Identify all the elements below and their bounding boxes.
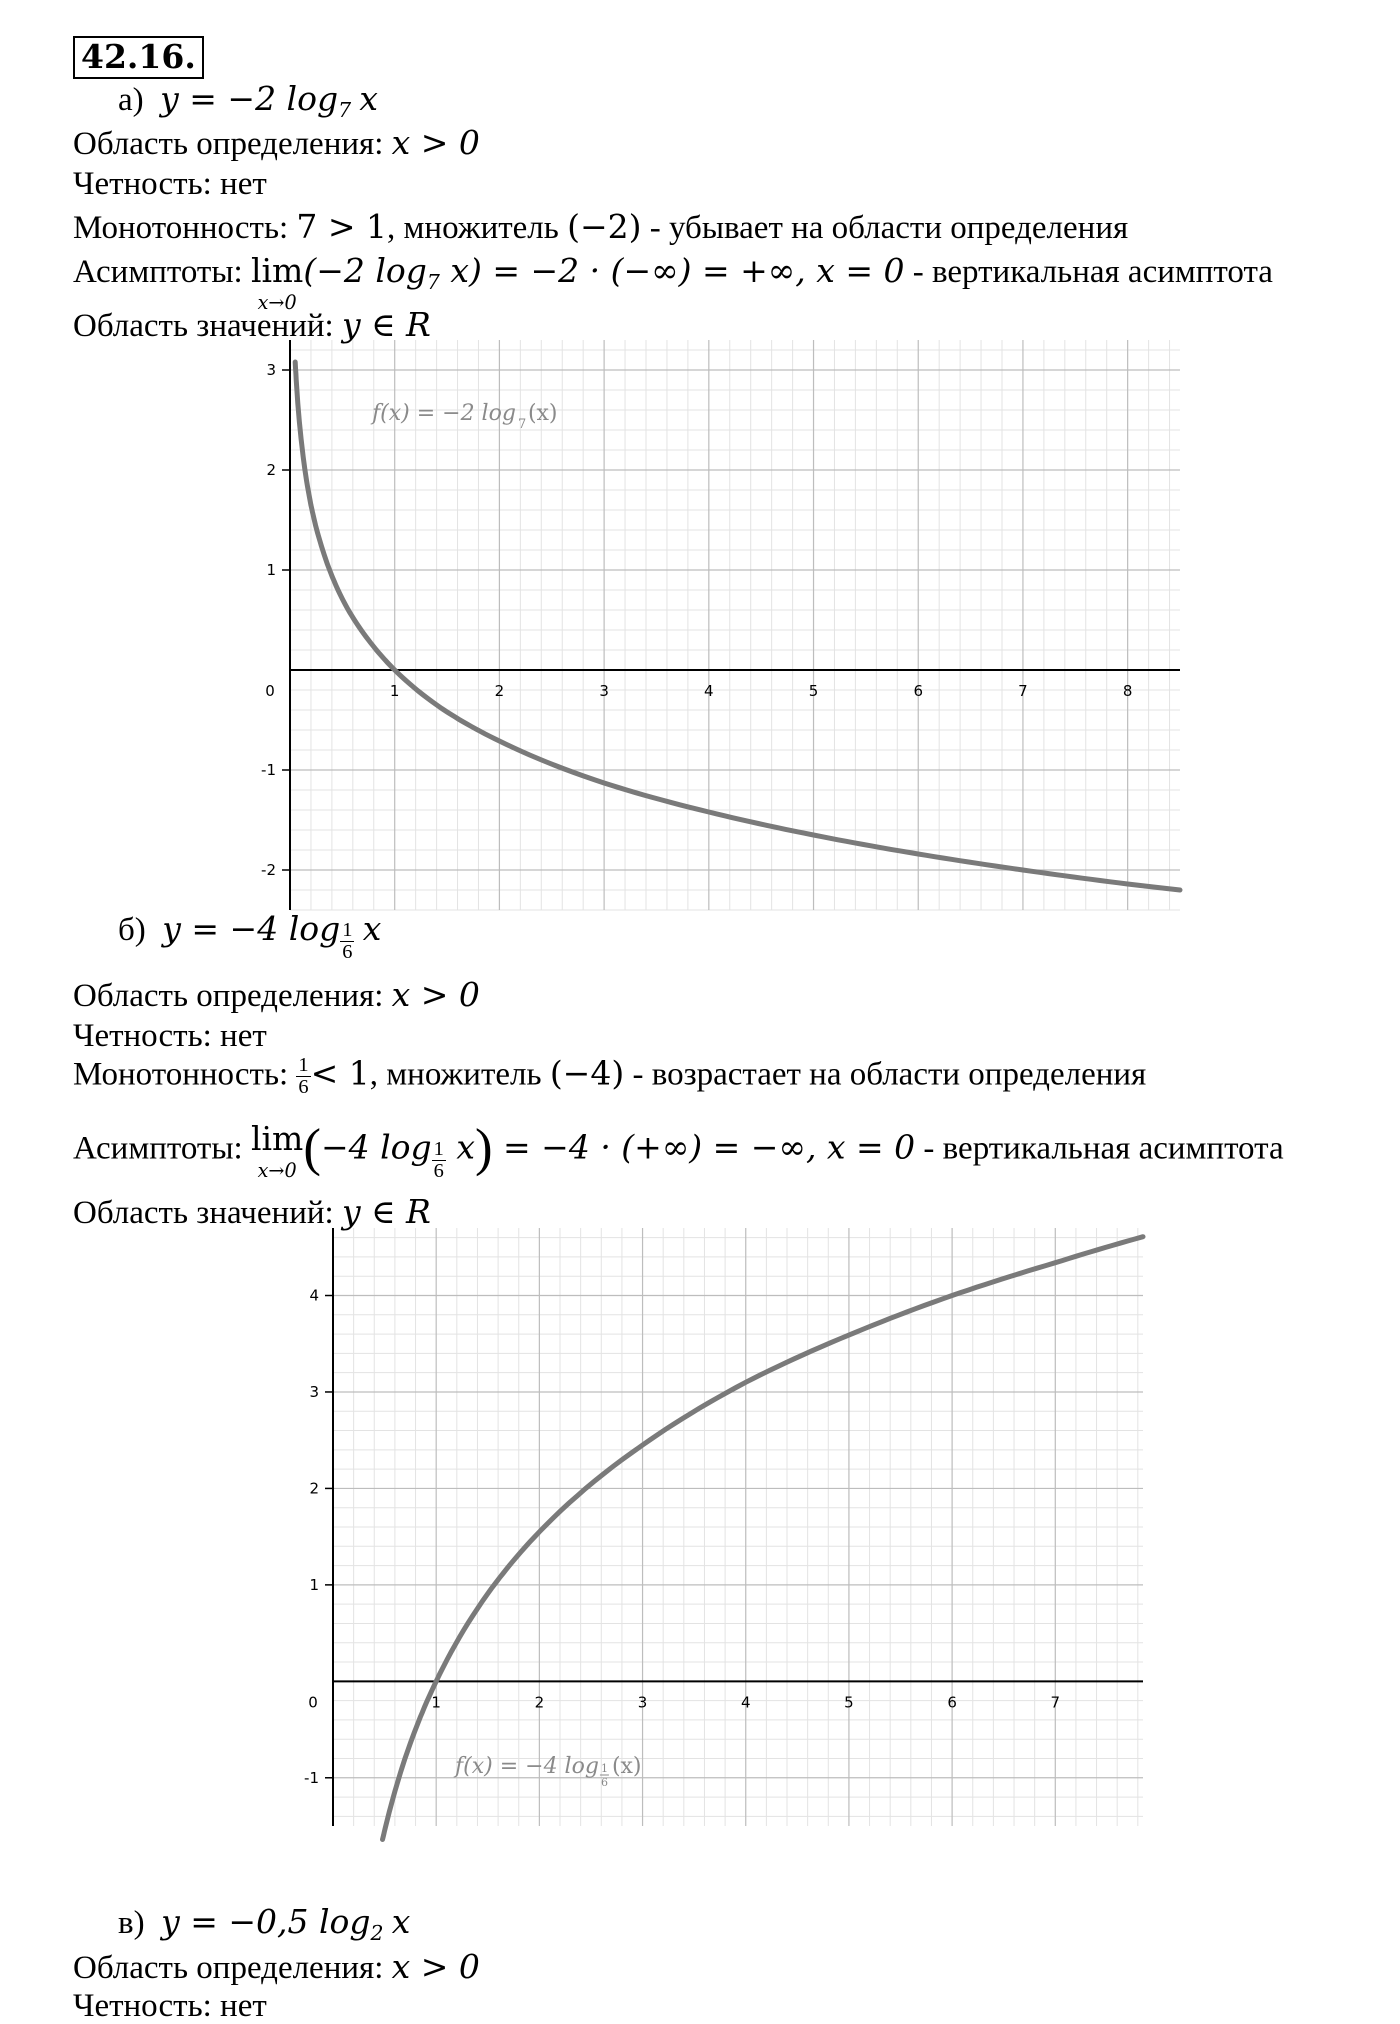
y-tick-label: -1 — [261, 761, 276, 779]
frac-den: 6 — [298, 1076, 309, 1099]
part-b-formula: y = −4 log — [162, 909, 341, 948]
mono-fraction — [296, 1055, 310, 1099]
y-tick-label: 3 — [266, 361, 276, 379]
part-a-parity: Четность: нет — [73, 166, 267, 202]
asym-expr-rest: = −4 · (+∞) = −∞, x = 0 — [492, 1127, 916, 1167]
mono-text: , множитель — [369, 1056, 550, 1093]
range-label: Область значений: — [73, 1195, 334, 1231]
asym-expr: −4 log — [320, 1127, 432, 1167]
base-den: 6 — [433, 1160, 444, 1183]
part-b-monotonicity — [73, 1055, 1146, 1099]
y-tick-label: -2 — [261, 861, 276, 879]
part-c-header — [118, 1902, 411, 1946]
domain-label: Область определения: — [73, 1950, 384, 1986]
limit — [250, 1119, 304, 1182]
base-num: 1 — [342, 918, 353, 941]
part-a-asymptotes — [73, 251, 1273, 314]
x-tick-label: 2 — [534, 1693, 545, 1712]
x-tick-label: 4 — [704, 682, 714, 700]
graph-b — [304, 1228, 1143, 1826]
lim-word: lim — [250, 251, 304, 290]
function-label — [370, 401, 558, 432]
part-b-formula-base — [340, 920, 354, 964]
base-den: 6 — [342, 941, 353, 964]
part-b-formula-var: x — [362, 909, 382, 948]
part-b-domain — [73, 975, 480, 1014]
mono-label: Монотонность: — [73, 210, 289, 246]
function-curve — [383, 1237, 1144, 1840]
function-label-text: f(x) = −2 log — [372, 401, 516, 426]
y-tick-label: 4 — [309, 1286, 319, 1305]
lim-word: lim — [250, 1119, 304, 1158]
mono-conclusion: - убывает на области определения — [641, 210, 1129, 246]
asym-base: 7 — [426, 270, 440, 295]
mono-factor: (−2) — [567, 207, 642, 246]
lim-under: x→0 — [257, 291, 297, 314]
part-b-label: б) — [118, 912, 146, 948]
part-a-formula-var: x — [359, 79, 378, 118]
asym-text: - вертикальная асимптота — [915, 1130, 1284, 1167]
y-tick-label: 2 — [309, 1479, 319, 1498]
x-tick-label: 0 — [308, 1693, 318, 1712]
lim-under: x→0 — [257, 1159, 297, 1182]
function-label-base-num: 1 — [600, 1762, 608, 1775]
y-tick-label: 2 — [266, 461, 276, 479]
mono-cond: 7 > 1 — [296, 207, 388, 246]
asym-label: Асимптоты: — [73, 1130, 243, 1167]
domain-expr: x > 0 — [391, 1947, 480, 1986]
part-b-header — [118, 909, 382, 964]
mono-conclusion: - возрастает на области определения — [624, 1056, 1147, 1093]
x-tick-label: 2 — [494, 682, 505, 700]
mono-text: , множитель — [387, 210, 568, 246]
y-tick-label: -1 — [304, 1768, 319, 1787]
asym-text: - вертикальная асимптота — [904, 254, 1273, 290]
range-expr: y ∈ R — [341, 305, 431, 344]
part-a-domain — [73, 123, 480, 162]
part-b-asymptotes — [73, 1119, 1284, 1183]
range-expr: y ∈ R — [341, 1192, 431, 1231]
part-c-formula-base: 2 — [370, 1921, 384, 1946]
x-tick-label: 1 — [389, 682, 400, 700]
x-tick-label: 3 — [599, 682, 609, 700]
function-label-arg: (x) — [527, 401, 558, 426]
x-tick-label: 1 — [431, 1693, 441, 1712]
domain-label: Область определения: — [73, 978, 384, 1014]
asym-label: Асимптоты: — [73, 254, 243, 290]
part-a-formula-base: 7 — [338, 98, 352, 123]
y-tick-label: 3 — [309, 1382, 319, 1401]
base-num: 1 — [433, 1137, 444, 1160]
x-tick-label: 6 — [913, 682, 924, 700]
domain-expr: x > 0 — [391, 975, 480, 1014]
frac-num: 1 — [298, 1054, 309, 1076]
x-tick-label: 8 — [1122, 682, 1133, 700]
y-tick-label: 1 — [266, 561, 276, 579]
x-tick-label: 3 — [637, 1693, 648, 1712]
problem-number: 42.16. — [73, 36, 204, 79]
paren-right: ) — [474, 1119, 493, 1177]
part-a-monotonicity — [73, 207, 1129, 246]
mono-cond: < 1 — [310, 1053, 370, 1093]
part-a-label: а) — [118, 82, 144, 118]
x-tick-label: 6 — [947, 1693, 957, 1712]
mono-label: Монотонность: — [73, 1056, 289, 1093]
part-a-formula: y = −2 log — [160, 79, 339, 118]
function-curve — [295, 362, 1180, 890]
graph-a — [261, 340, 1180, 910]
x-tick-label: 7 — [1050, 1693, 1061, 1712]
x-tick-label: 5 — [808, 682, 819, 700]
function-label-base: 7 — [517, 417, 527, 432]
part-b-range — [73, 1192, 431, 1231]
asym-expr: (−2 log — [303, 251, 427, 290]
x-tick-label: 4 — [740, 1693, 751, 1712]
part-c-formula: y = −0,5 log — [161, 1902, 371, 1941]
part-a-range — [73, 305, 431, 344]
limit — [250, 251, 304, 314]
part-b-parity: Четность: нет — [73, 1018, 267, 1054]
asym-var: x — [445, 1127, 475, 1167]
function-label-base-den: 6 — [600, 1776, 608, 1789]
grid — [333, 1228, 1143, 1826]
part-c-label: в) — [118, 1905, 145, 1941]
function-label — [453, 1754, 642, 1789]
function-label-text: f(x) = −4 log — [455, 1754, 599, 1779]
asym-base — [432, 1139, 446, 1183]
asym-expr-rest: x) = −2 · (−∞) = +∞, x = 0 — [439, 251, 905, 290]
domain-label: Область определения: — [73, 126, 384, 162]
domain-expr: x > 0 — [391, 123, 480, 162]
x-tick-label: 5 — [844, 1693, 854, 1712]
y-tick-label: 1 — [309, 1575, 319, 1594]
x-tick-label: 0 — [265, 682, 275, 700]
part-c-domain — [73, 1947, 480, 1986]
x-tick-label: 7 — [1018, 682, 1028, 700]
mono-factor: (−4) — [549, 1053, 625, 1093]
function-label-arg: (x) — [611, 1754, 642, 1779]
range-label: Область значений: — [73, 308, 334, 344]
paren-left: ( — [303, 1119, 321, 1177]
part-c-parity: Четность: нет — [73, 1988, 267, 2024]
part-a-header — [118, 79, 378, 123]
part-c-formula-var: x — [391, 1902, 411, 1941]
